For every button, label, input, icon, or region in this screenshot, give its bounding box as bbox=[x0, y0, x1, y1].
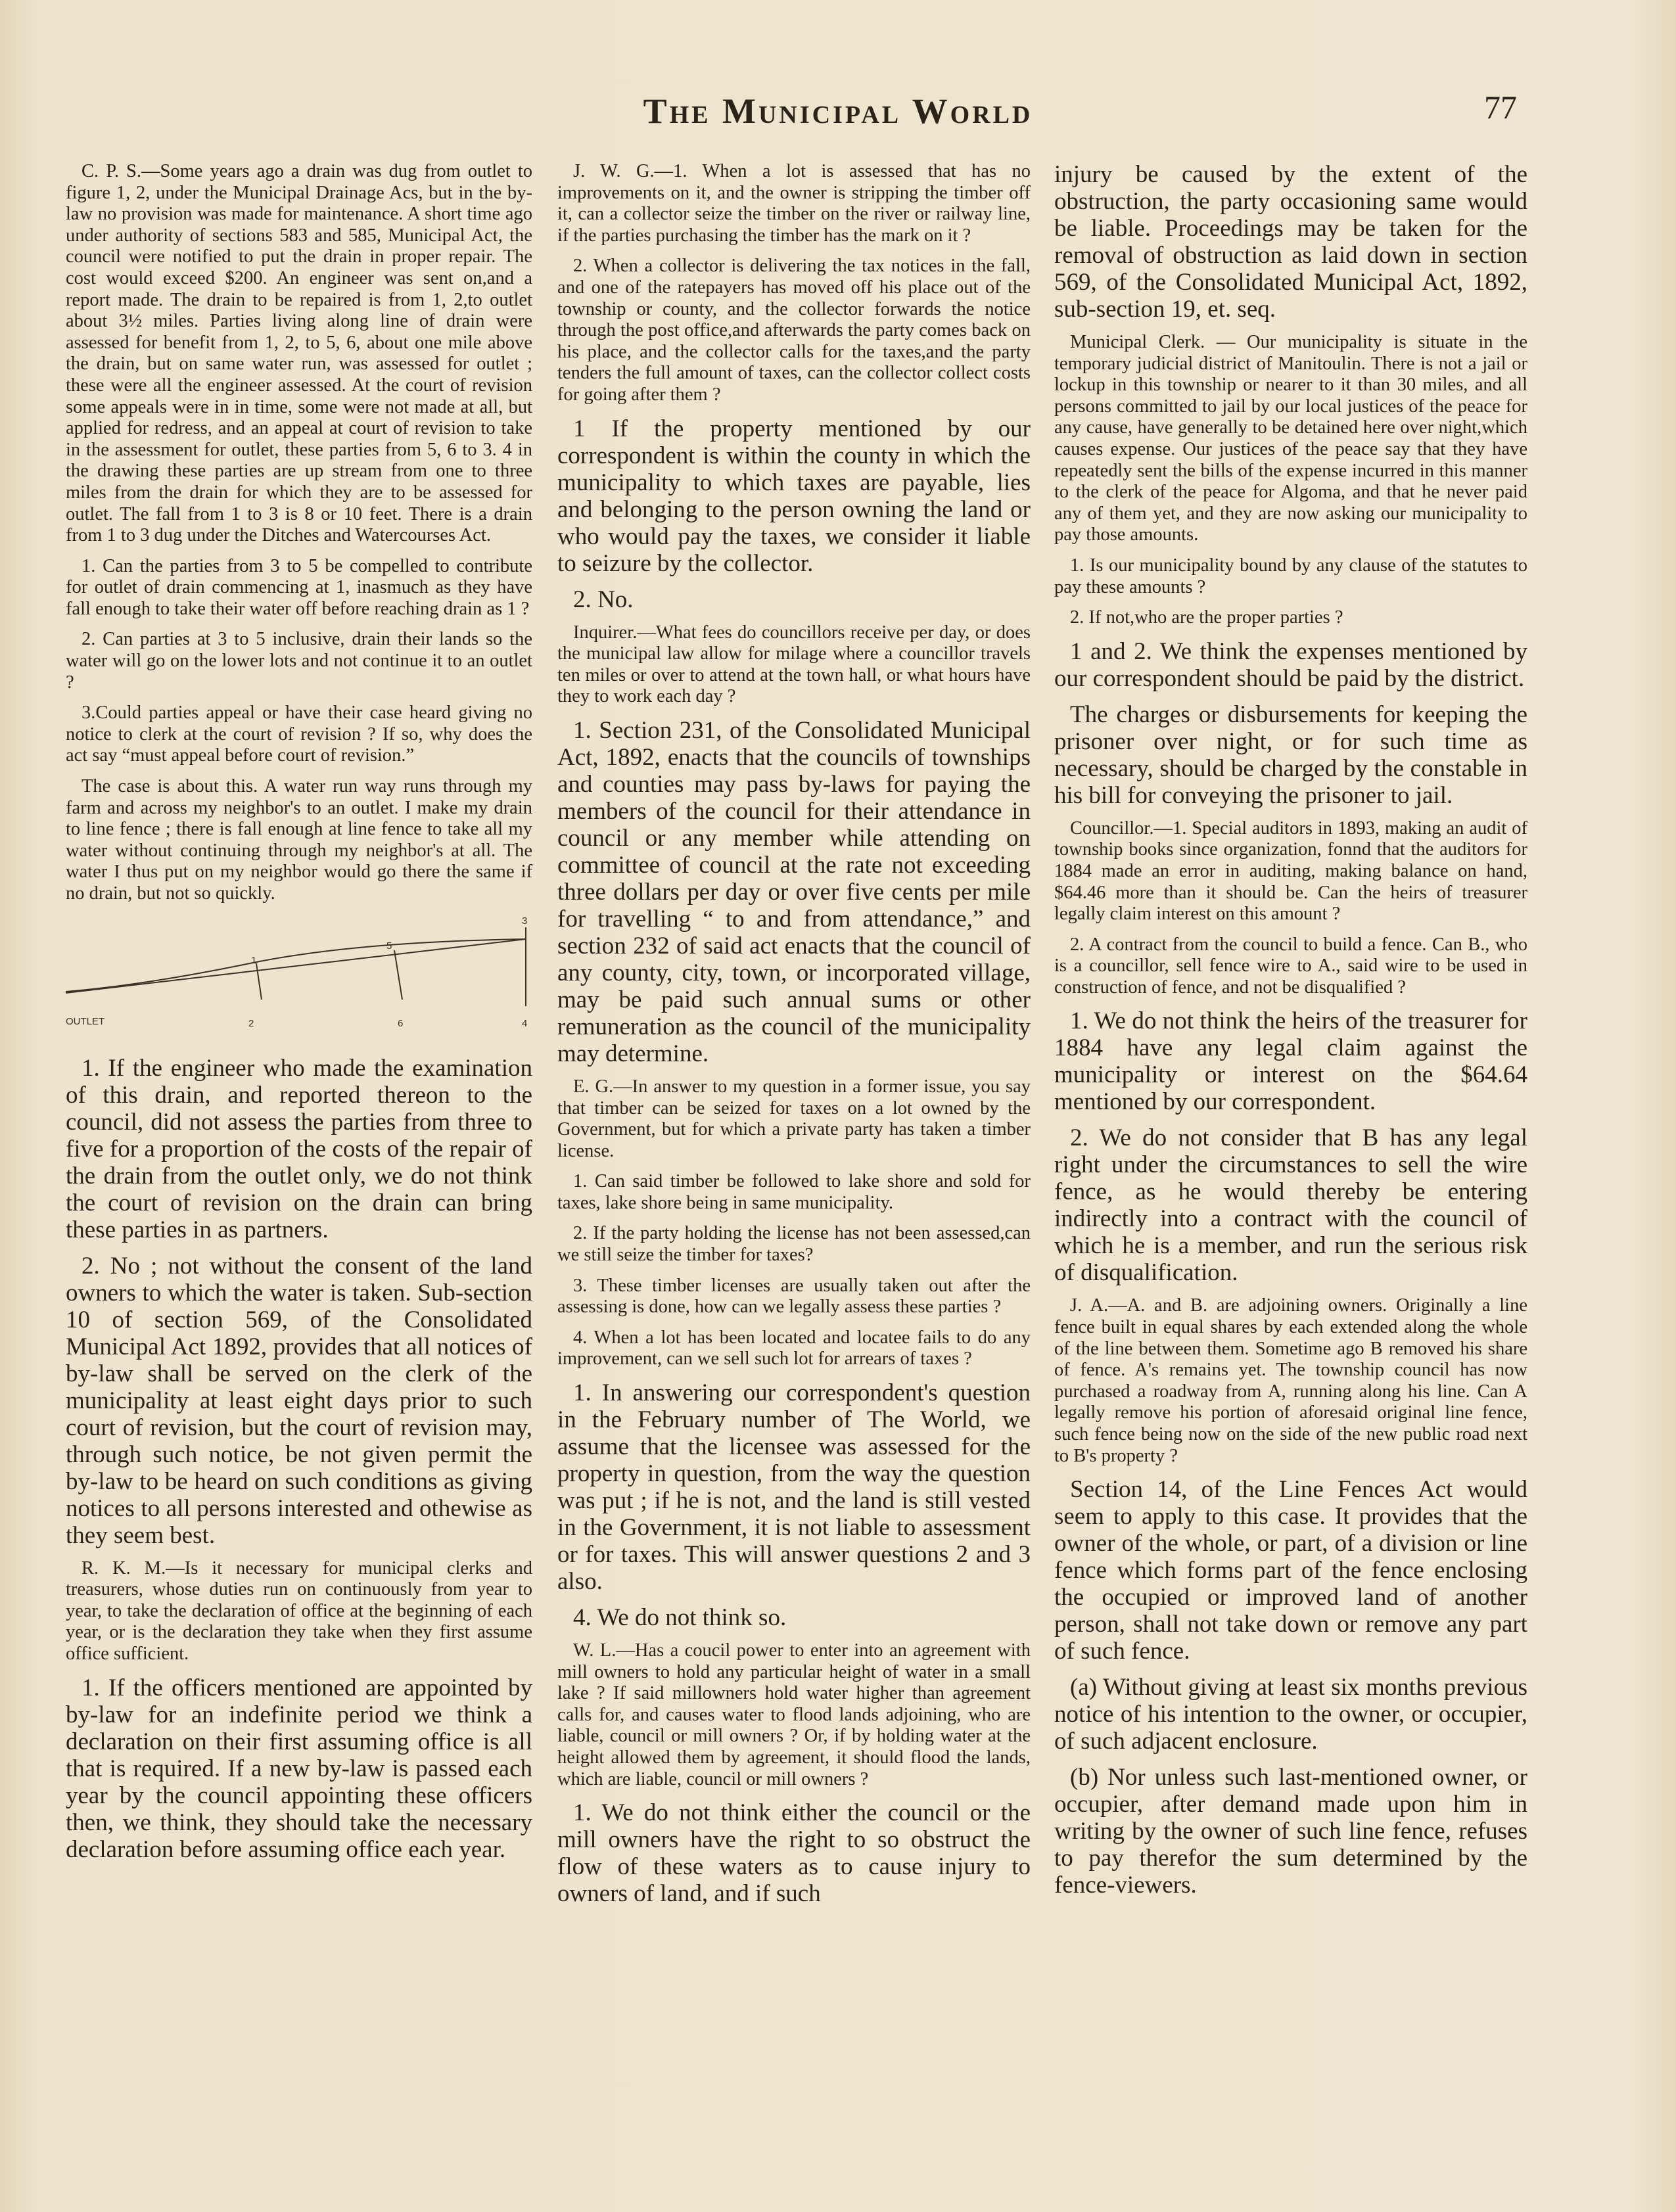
diagram-label-3: 3 bbox=[522, 915, 528, 927]
question-e-g: E. G.—In answer to my question in a former issue, you say that timber can be seized for taxes on a lot owned by the Government, but for which a private party has taken a timber license. bbox=[557, 1076, 1031, 1161]
question-j-a: J. A.—A. and B. are adjoining owners. Originally a line fence built in equal shares by each extended along the whole of the line between them. Sometime ago B removed his share of fence. A's remains yet. The township council has now purchased a roadway from A, running along his line. Can A legally remove his portion of aforesaid original line fence, such fence being now on the side of the new public road next to B's property ? bbox=[1054, 1295, 1527, 1466]
question-item: The case is about this. A water run way runs through my farm and across my neighbor's to an outlet. I make my drain to line fence ; there is fall enough at line fence to take all my water without continuing through my neighbor's at all. The water I thus put on my neighbor would go there the same if no drain, but not so quickly. bbox=[66, 776, 532, 904]
question-item: 2. If not,who are the proper parties ? bbox=[1070, 607, 1343, 628]
page-number: 77 bbox=[1484, 89, 1517, 126]
answer-item: 2. No. bbox=[573, 586, 634, 613]
question-item: 4. When a lot has been located and locatee fails to do any improvement, can we sell such lot for arrears of taxes ? bbox=[557, 1327, 1031, 1370]
question-item: 3.Could parties appeal or have their case heard giving no notice to clerk at the court of revision ? If so, why does the act say “must appeal before court of revision.” bbox=[66, 703, 532, 766]
answer-item: 1. If the engineer who made the examination of this drain, and reported thereon to the council, did not assess the parties from three to five for a proportion of the costs of the repair of the drain from the outlet only, we do not think the court of revision on the drain can bring these parties in as partners. bbox=[66, 1054, 532, 1243]
answer-item: 2. We do not consider that B has any legal right under the circumstances to sell the wire fence, as he would thereby be entering indirectly into a contract with the council of which he is a member, and run the serious risk of disqualification. bbox=[1054, 1124, 1527, 1287]
answer-item: 1. We do not think either the council or the mill owners have the right to so obstruct the flow of these waters as to cause injury to owners of land, and if such bbox=[557, 1799, 1031, 1908]
answer-item: 1. If the officers mentioned are appointed by by-law for an indefinite period we think a declaration on their first assuming office is all that is required. If a new by-law is passed each year by the council appointing these officers then, we think, they should take the necessary declaration before assuming office each year. bbox=[66, 1674, 532, 1863]
question-item: 2. A contract from the council to build a fence. Can B., who is a councillor, sell fence wire to A., said wire to be used in construction of fence, and not be disqualified ? bbox=[1054, 934, 1527, 998]
answer-item: 1. Section 231, of the Consolidated Municipal Act, 1892, enacts that the councils of townships and counties may pass by-laws for paying the members of the council for their attendance in council or any member while attending on committee of council at the rate not exceeding three dollars per day or over five cents per mile for travelling “ to and from attendance,” and section 232 of said act enacts that the council of any county, city, town, or incorporated village, may be paid such annual sums or other remuneration as the council of the municipality may determine. bbox=[557, 716, 1031, 1067]
question-c-p-s: C. P. S.—Some years ago a drain was dug from outlet to figure 1, 2, under the Municipal Drainage Acs, but in the by-law no provision was made for maintenance. A short time ago under authority of sections 583 and 585, Municipal Act, the council were notified to put the drain in proper repair. The cost would exceed $200. An engineer was sent on,and a report made. The drain to be repaired is from 1, 2,to outlet about 3½ miles. Parties living along line of drain were assessed for benefit from 1, 2, to 5, 6, about one mile above the drain, but on same water run, was assessed for outlet ; these were all the engineer assessed. At the court of revision some appeals were in in time, some were not made at all, but applied for redress, and an appeal at court of revision to take in the assessment for outlet, these parties from 5, 6 to 3. 4 in the drawing these parties are up stream from one to three miles from the drain for which they are to be assessed for outlet. The fall from 1 to 3 is 8 or 10 feet. There is a drain from 1 to 3 dug under the Ditches and Watercourses Act. bbox=[66, 161, 532, 546]
answer-item: 1. We do not think the heirs of the treasurer for 1884 have any legal claim against the municipality or interest on the $64.64 mentioned by our correspondent. bbox=[1054, 1007, 1527, 1116]
question-item: 1. Is our municipality bound by any clause of the statutes to pay these amounts ? bbox=[1054, 555, 1527, 597]
answer-item: Section 14, of the Line Fences Act would seem to apply to this case. It provides that the owner of the whole, or part, of a division or line fence which forms part of the fence enclosing the occupied or improved land of another person, shall not take down or remove any part of such fence. bbox=[1054, 1476, 1527, 1665]
diagram-label-outlet: OUTLET bbox=[66, 1015, 105, 1027]
question-item: 1. Can the parties from 3 to 5 be compelled to contribute for outlet of drain commencing at 1, inasmuch as they have fall enough to take their water off before reaching drain as 1 ? bbox=[66, 555, 532, 619]
drain-diagram bbox=[66, 914, 532, 1046]
page-title: The Municipal World bbox=[643, 91, 1033, 131]
answer-item: 2. No ; not without the consent of the land owners to which the water is taken. Sub-section 10 of section 569, of the Consolidated Municipal Act 1892, provides that all notices of by-law shall be served on the clerk of the municipality at least eight days prior to such court of revision, but the court of revision may, through such notice, be not given permit the by-law to be heard on such conditions as giving notices to all persons interested and othewise as they seem best. bbox=[66, 1252, 532, 1549]
question-r-k-m: R. K. M.—Is it necessary for municipal clerks and treasurers, whose duties run on continuously from year to year, to take the declaration of office at the beginning of each year, or is the declaration they take when they first assume office sufficient. bbox=[66, 1557, 532, 1664]
column-1 bbox=[66, 161, 532, 1872]
question-municipal-clerk: Municipal Clerk. — Our municipality is situate in the temporary judicial district of Manitoulin. There is not a jail or lockup in this township or nearer to it than 30 miles, and all persons committed to jail by our local justices of the peace for any cause, have generally to be detained here over night,which causes expense. Our justices of the peace say that they have repeatedly sent the bills of the expense incurred in this manner to the clerk of the peace for Algoma, and that he never paid any of them yet, and they are now asking our municipality to pay those amounts. bbox=[1054, 332, 1527, 545]
question-item: 2. When a collector is delivering the tax notices in the fall, and one of the ratepayers has moved off his place out of the township or county, and the collector forwards the notice through the post office,and afterwards the party comes back on his place, and the collector calls for the taxes,and the party tenders the full amount of taxes, can the collector collect costs for going after them ? bbox=[557, 256, 1031, 405]
diagram-label-4: 4 bbox=[522, 1017, 528, 1029]
diagram-label-2: 2 bbox=[248, 1017, 254, 1029]
question-item: 1. Can said timber be followed to lake shore and sold for taxes, lake shore being in same municipality. bbox=[557, 1171, 1031, 1213]
question-item: 2. If the party holding the license has not been assessed,can we still seize the timber for taxes? bbox=[557, 1223, 1031, 1266]
answer-item: (a) Without giving at least six months previous notice of his intention to the owner, or occupier, of such adjacent enclosure. bbox=[1054, 1674, 1527, 1755]
answer-item: 1 If the property mentioned by our correspondent is within the county in which the municipality to which taxes are payable, lies and belonging to the person owning the land or who would pay the taxes, we consider it liable to seizure by the collector. bbox=[557, 415, 1031, 577]
column-2 bbox=[557, 161, 1031, 1916]
question-councillor: Councillor.—1. Special auditors in 1893, making an audit of township books since organization, fonnd that the auditors for 1884 made an error in auditing, making balance on hand, $64.46 more than it should be. Can the heirs of treasurer legally claim interest on this amount ? bbox=[1054, 818, 1527, 925]
question-w-l: W. L.—Has a coucil power to enter into an agreement with mill owners to hold any particular height of water in a small lake ? If said millowners hold water higher than agreement calls for, and causes water to flood lands adjoining, who are liable, council or mill owners ? Or, if by holding water at the height allowed them by agreement, it should flood the lands, which are liable, council or mill owners ? bbox=[557, 1640, 1031, 1789]
question-j-w-g: J. W. G.—1. When a lot is assessed that has no improvements on it, and the owner is stripping the timber off it, can a collector seize the timber on the river or railway line, if the parties purchasing the timber has the mark on it ? bbox=[557, 161, 1031, 246]
answer-item: The charges or disbursements for keeping the prisoner over night, or for such time as necessary, should be charged by the constable in his bill for conveying the prisoner to jail. bbox=[1054, 701, 1527, 809]
question-item: 2. Can parties at 3 to 5 inclusive, drain their lands so the water will go on the lower lots and not continue it to an outlet ? bbox=[66, 629, 532, 693]
column-3 bbox=[1054, 161, 1527, 1908]
drain-diagram-lines bbox=[66, 914, 532, 1046]
question-inquirer: Inquirer.—What fees do councillors receive per day, or does the municipal law allow for milage where a councillor travels ten miles or over to attend at the town hall, or what hours have they to work each day ? bbox=[557, 622, 1031, 707]
answer-continued: injury be caused by the extent of the obstruction, the party occasioning same would be liable. Proceedings may be taken for the removal of obstruction as laid down in section 569, of the Consolidated Municipal Act, 1892, sub-section 19, et. seq. bbox=[1054, 161, 1527, 323]
answer-item: 4. We do not think so. bbox=[573, 1604, 787, 1632]
answer-item: 1. In answering our correspondent's question in the February number of The World, we assume that the licensee was assessed for the property in question, from the way the question was put ; if he is not, and the land is still vested in the Government, it is not liable to assessment or for taxes. This will answer questions 2 and 3 also. bbox=[557, 1379, 1031, 1596]
diagram-label-1: 1 bbox=[251, 954, 257, 966]
answer-item: 1 and 2. We think the expenses mentioned by our correspondent should be paid by the district. bbox=[1054, 637, 1527, 692]
answer-item: (b) Nor unless such last-mentioned owner, or occupier, after demand made upon him in writing by the owner of such line fence, refuses to pay therefor the sum determined by the fence-viewers. bbox=[1054, 1764, 1527, 1899]
diagram-label-5: 5 bbox=[386, 940, 392, 952]
question-item: 3. These timber licenses are usually taken out after the assessing is done, how can we legally assess these parties ? bbox=[557, 1275, 1031, 1318]
diagram-label-6: 6 bbox=[398, 1017, 404, 1029]
